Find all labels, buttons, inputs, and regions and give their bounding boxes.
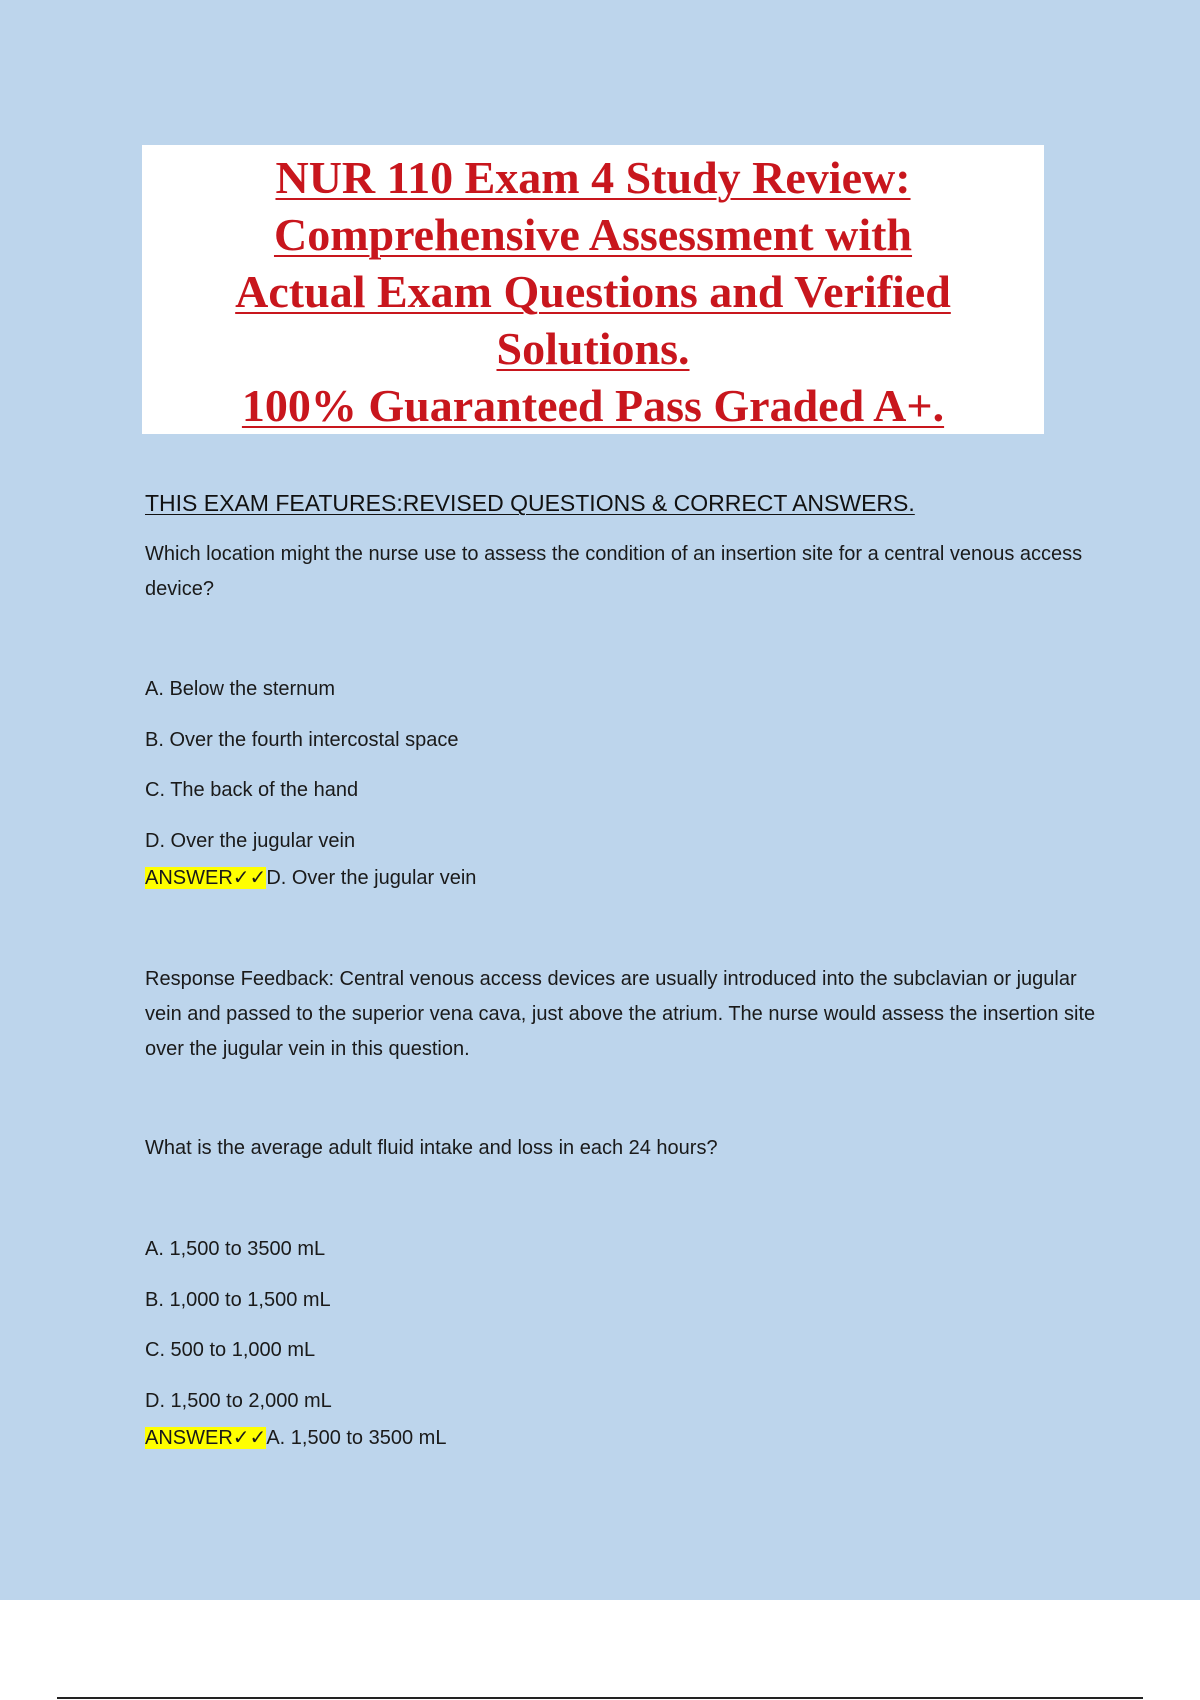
- question-1-feedback: Response Feedback: Central venous access devices are usually introduced into the subclavian or jugular vein and passed to the superior vena cava, just above the atrium. The nurse would assess the insertion site over the jugular vein in this question.: [145, 968, 1096, 1060]
- answer-highlight: ANSWER✓✓: [145, 1427, 267, 1449]
- title-line: NUR 110 Exam 4 Study Review:: [275, 152, 911, 203]
- title-line: 100% Guaranteed Pass Graded A+.: [241, 380, 945, 431]
- question-2-option-d: D. 1,500 to 2,000 mL: [145, 1390, 332, 1412]
- question-2-option-a: A. 1,500 to 3500 mL: [145, 1238, 326, 1260]
- question-1-option-c: C. The back of the hand: [145, 779, 359, 801]
- question-2-answer: [145, 1421, 1105, 1456]
- question-1-answer: [145, 861, 1105, 896]
- question-1-option-d: D. Over the jugular vein: [145, 830, 356, 852]
- question-2-option-b: B. 1,000 to 1,500 mL: [145, 1289, 331, 1311]
- question-1-option-a: A. Below the sternum: [145, 678, 336, 700]
- answer-text: A. 1,500 to 3500 mL: [266, 1427, 447, 1449]
- title-line: Actual Exam Questions and Verified: [235, 266, 951, 317]
- footer-divider: [57, 1697, 1143, 1699]
- features-heading: THIS EXAM FEATURES:REVISED QUESTIONS & CORRECT ANSWERS.: [145, 490, 915, 516]
- document-title: [142, 145, 1044, 434]
- title-line: Solutions.: [496, 323, 690, 374]
- question-2-prompt: What is the average adult fluid intake and loss in each 24 hours?: [145, 1137, 718, 1159]
- question-1-option-b: B. Over the fourth intercostal space: [145, 729, 459, 751]
- question-2-option-c: C. 500 to 1,000 mL: [145, 1339, 316, 1361]
- answer-text: D. Over the jugular vein: [266, 867, 477, 889]
- title-line: Comprehensive Assessment with: [273, 209, 913, 260]
- answer-highlight: ANSWER✓✓: [145, 867, 267, 889]
- question-1-prompt: Which location might the nurse use to assess the condition of an insertion site for a central venous access device?: [145, 543, 1083, 600]
